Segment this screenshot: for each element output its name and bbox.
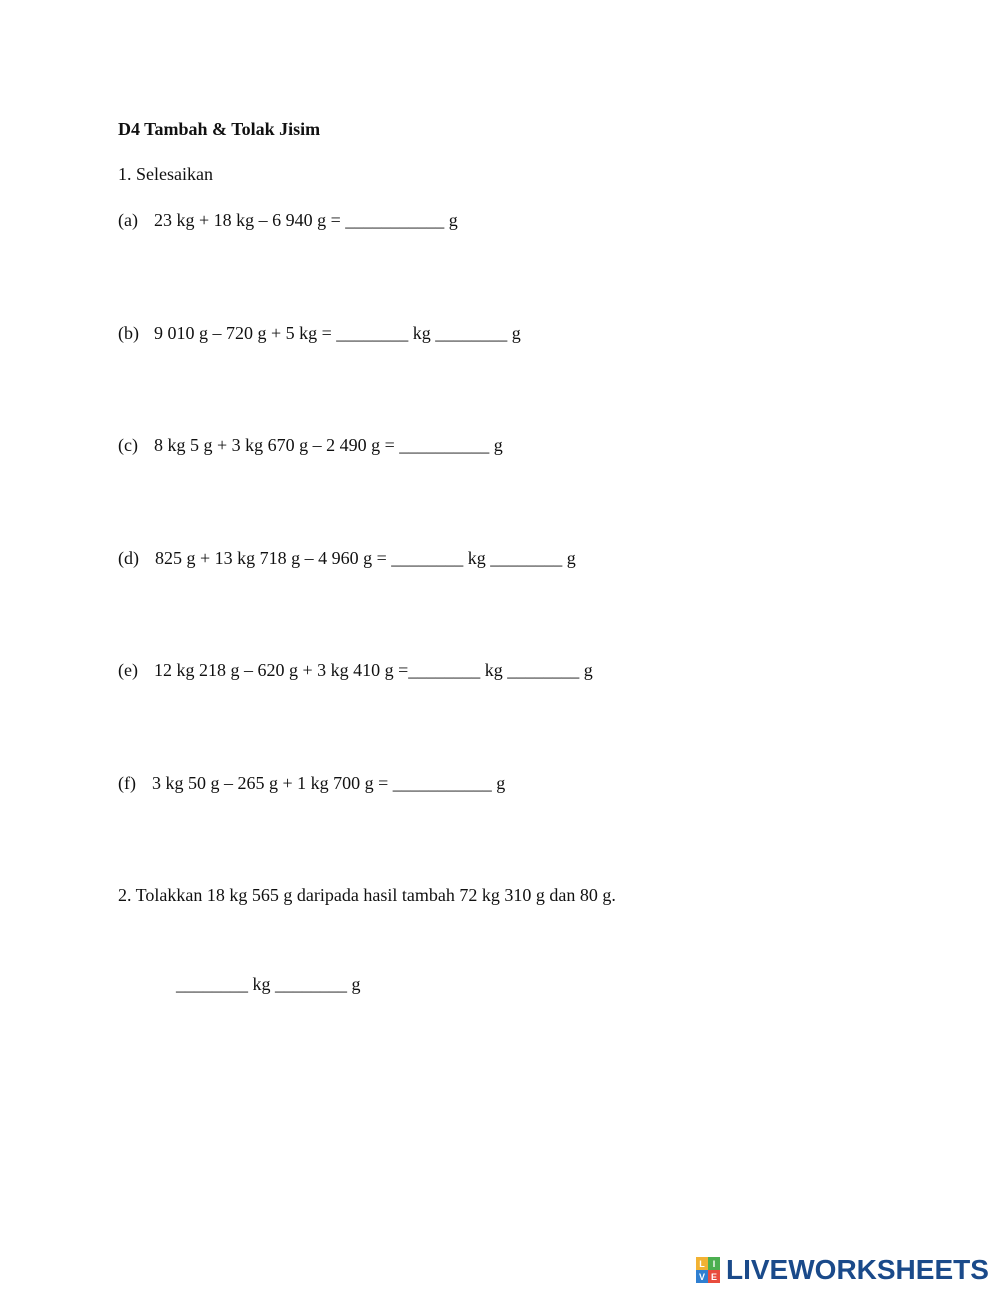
problem-label: (c) [118,435,138,455]
problem-equation: 825 g + 13 kg 718 g – 4 960 g = ________ kg ________ g [155,548,576,568]
question-2: 2. Tolakkan 18 kg 565 g daripada hasil tambah 72 kg 310 g dan 80 g. [118,885,616,905]
logo-mark-icon [696,1257,720,1283]
problem-equation: 3 kg 50 g – 265 g + 1 kg 700 g = ___________ g [152,773,506,793]
worksheet-title: D4 Tambah & Tolak Jisim [118,119,321,139]
problem-equation: 12 kg 218 g – 620 g + 3 kg 410 g =________ kg ________ g [154,660,593,680]
problem-label: (b) [118,323,139,343]
problem-label: (d) [118,548,139,568]
logo-mark-letter: V [696,1270,708,1283]
problem-equation: 9 010 g – 720 g + 5 kg = ________ kg ________ g [154,323,521,343]
problem-label: (a) [118,210,138,230]
section-1-heading: 1. Selesaikan [118,164,213,184]
liveworksheets-logo [696,1254,989,1286]
logo-text: LIVEWORKSHEETS [726,1254,989,1285]
logo-mark-letter: I [708,1257,720,1270]
logo-mark-letter: L [696,1257,708,1270]
question-2-answer-line: ________ kg ________ g [176,974,361,994]
problem-equation: 23 kg + 18 kg – 6 940 g = ___________ g [154,210,458,230]
logo-mark-letter: E [708,1270,720,1283]
problem-equation: 8 kg 5 g + 3 kg 670 g – 2 490 g = __________ g [154,435,503,455]
problem-label: (f) [118,773,136,793]
problem-label: (e) [118,660,138,680]
